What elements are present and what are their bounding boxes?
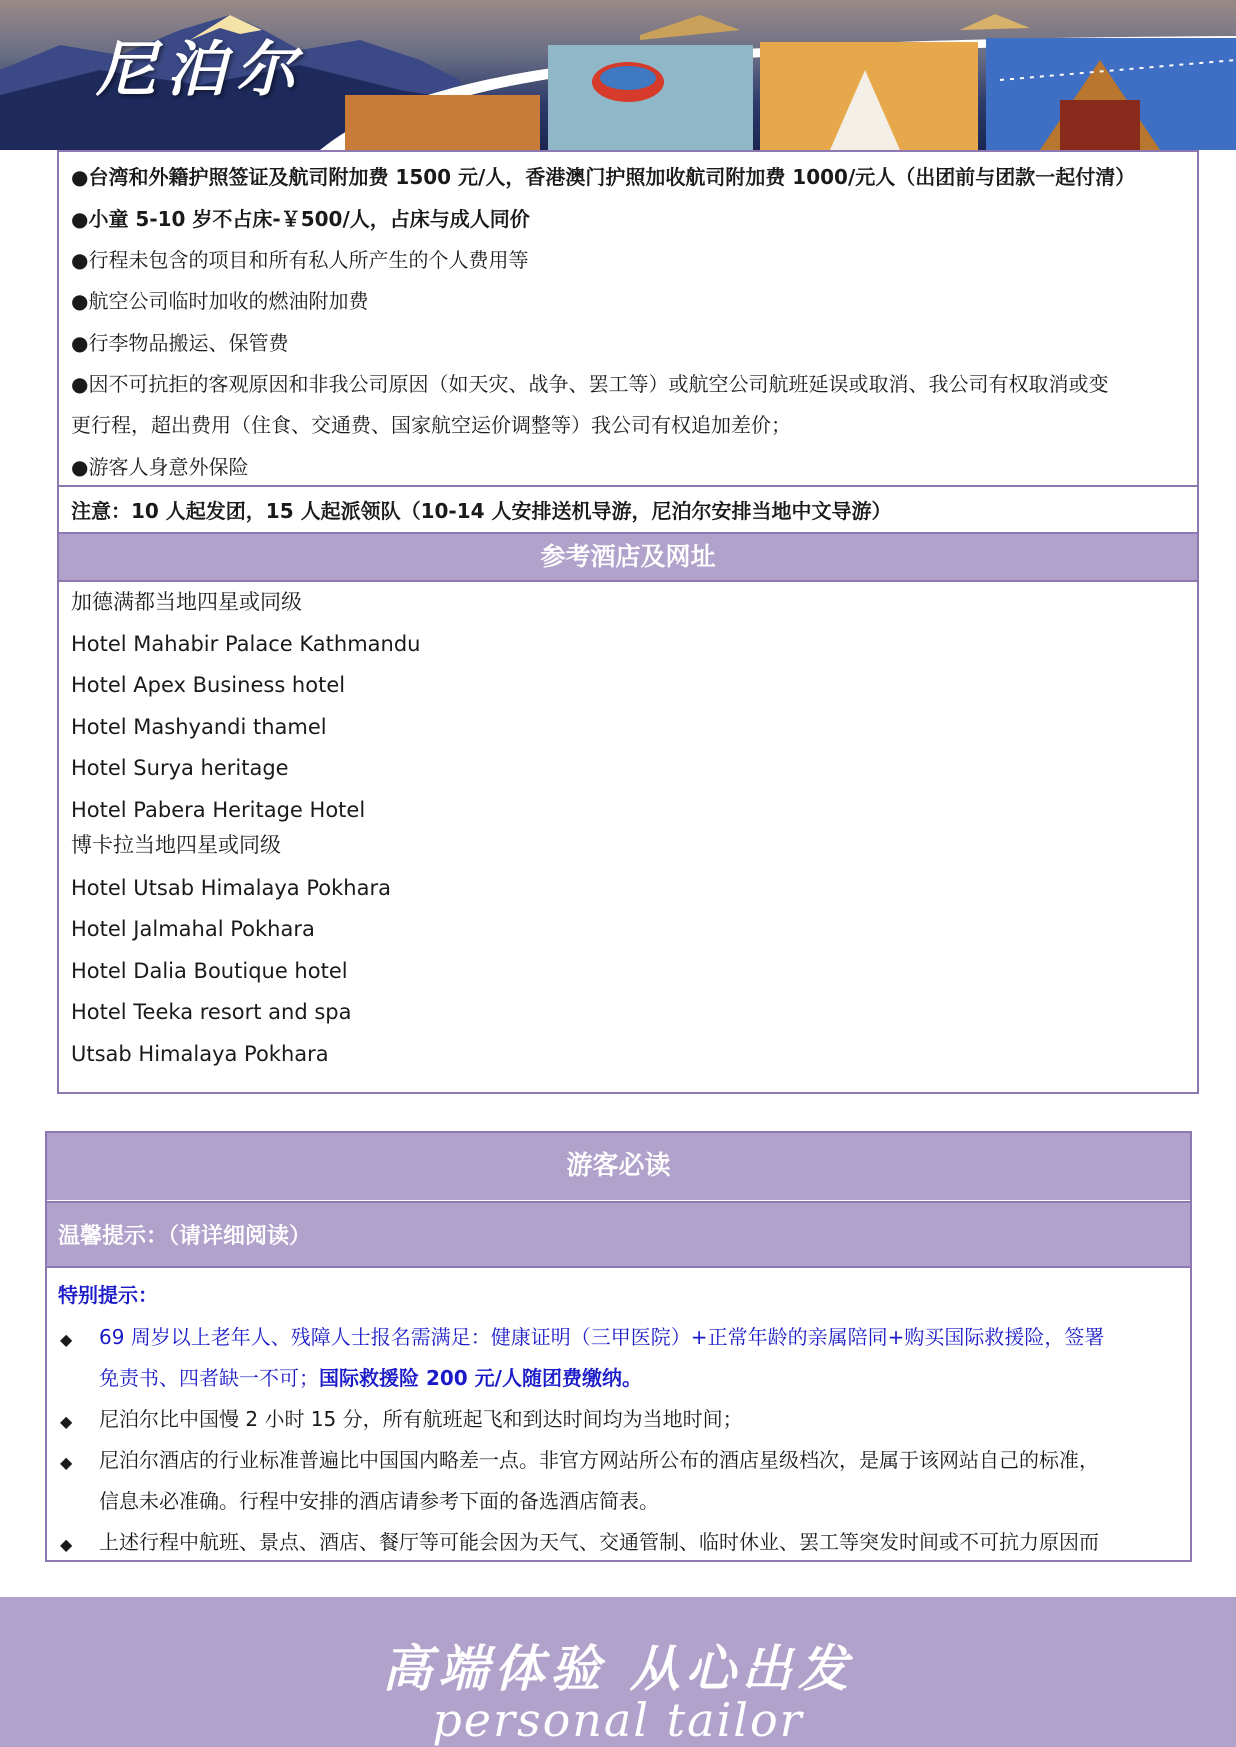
note-item-2: 尼泊尔比中国慢 2 小时 15 分，所有航班起飞和到达时间均为当地时间； — [99, 1407, 743, 1431]
special-label: 特别提示： — [58, 1283, 158, 1307]
hotel-item: Hotel Dalia Boutique hotel — [71, 959, 348, 983]
fees-hotels-table — [57, 150, 1199, 1094]
footer-slogan: 高端体验 从心出发 — [382, 1639, 854, 1698]
hotel-item: Hotel Utsab Himalaya Pokhara — [71, 876, 391, 900]
hotel-item: Hotel Pabera Heritage Hotel — [71, 798, 366, 822]
note-item-1-line2 — [99, 1358, 1179, 1399]
diamond-bullet-icon: ◆ — [60, 1535, 73, 1554]
notes-heading: 游客必读 — [47, 1133, 1190, 1200]
group-notice: 注意：10 人起发团，15 人起派领队（10-14 人安排送机导游，尼泊尔安排当地中文导游） — [71, 499, 892, 523]
note-item-3-line1: 尼泊尔酒店的行业标准普遍比中国国内略差一点。非官方网站所公布的酒店星级档次，是属于该网站自己的标准， — [99, 1448, 1099, 1472]
hotel-item: Hotel Mashyandi thamel — [71, 715, 327, 739]
fee-item: ●因不可抗拒的客观原因和非我公司原因（如天灾、战争、罢工等）或航空公司航班延误或取消、我公司有权取消或变 — [71, 372, 1109, 396]
tourist-notes-box — [45, 1131, 1192, 1562]
note-item-1-text: 免责书、四者缺一不可； — [99, 1366, 319, 1390]
footer-banner — [0, 1597, 1236, 1747]
hotel-region-label: 博卡拉当地四星或同级 — [71, 833, 281, 857]
hotel-item: Hotel Jalmahal Pokhara — [71, 917, 315, 941]
hotel-region-label: 加德满都当地四星或同级 — [71, 590, 302, 614]
hotel-item: Hotel Mahabir Palace Kathmandu — [71, 632, 421, 656]
footer-tagline: personal tailor — [432, 1693, 804, 1747]
rescue-insurance-note: 国际救援险 200 元/人随团费缴纳。 — [319, 1366, 642, 1390]
hotels-heading: 参考酒店及网址 — [59, 534, 1197, 580]
fee-item: ●台湾和外籍护照签证及航司附加费 1500 元/人，香港澳门护照加收航司附加费 1000/元人（出团前与团款一起付清） — [71, 165, 1136, 189]
note-item-4: 上述行程中航班、景点、酒店、餐厅等可能会因为天气、交通管制、临时休业、罢工等突发时间或不可抗力原因而 — [99, 1530, 1099, 1554]
diamond-bullet-icon: ◆ — [60, 1453, 73, 1472]
diamond-bullet-icon: ◆ — [60, 1330, 73, 1349]
fee-item: 更行程，超出费用（住食、交通费、国家航空运价调整等）我公司有权追加差价； — [71, 413, 791, 437]
hotel-item: Hotel Surya heritage — [71, 756, 289, 780]
note-item-1-line1: 69 周岁以上老年人、残障人士报名需满足：健康证明（三甲医院）+正常年龄的亲属陪同+购买国际救援险，签署 — [99, 1325, 1105, 1349]
hotel-item: Utsab Himalaya Pokhara — [71, 1042, 329, 1066]
diamond-bullet-icon: ◆ — [60, 1412, 73, 1431]
fee-item: ●行程未包含的项目和所有私人所产生的个人费用等 — [71, 248, 529, 272]
divider — [59, 485, 1197, 487]
warm-tip: 温馨提示：（请详细阅读） — [47, 1201, 1190, 1268]
banner-title: 尼泊尔 — [96, 35, 306, 105]
fee-item: ●行李物品搬运、保管费 — [71, 331, 289, 355]
hotel-item: Hotel Apex Business hotel — [71, 673, 346, 697]
fee-item: ●游客人身意外保险 — [71, 455, 249, 479]
fee-item: ●航空公司临时加收的燃油附加费 — [71, 289, 369, 313]
note-item-3-line2: 信息未必准确。行程中安排的酒店请参考下面的备选酒店简表。 — [99, 1489, 659, 1513]
hotel-item: Hotel Teeka resort and spa — [71, 1000, 352, 1024]
fee-item: ●小童 5-10 岁不占床-￥500/人，占床与成人同价 — [71, 207, 530, 231]
header-banner — [0, 0, 1236, 150]
